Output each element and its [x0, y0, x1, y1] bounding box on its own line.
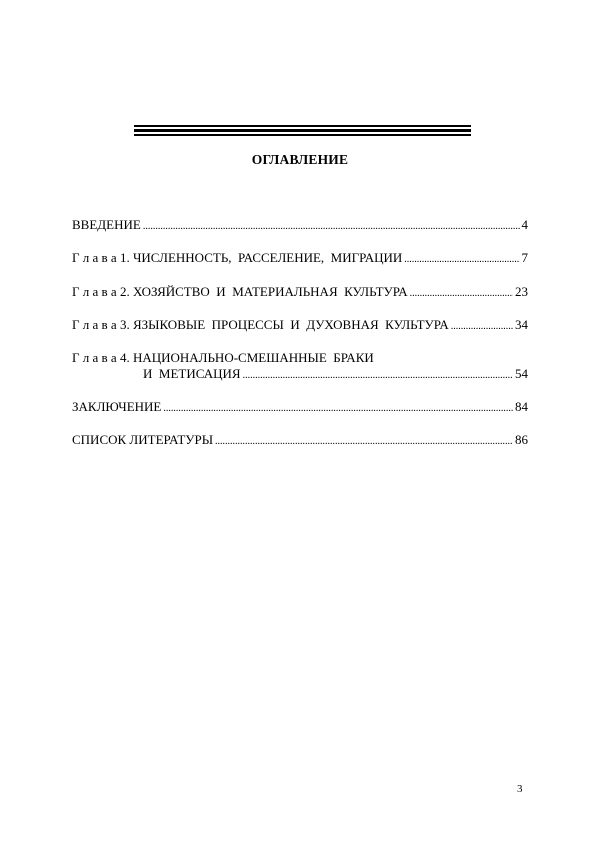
toc-entry-label: ВВЕДЕНИЕ: [72, 217, 141, 232]
toc-entry-label: ЯЗЫКОВЫЕ ПРОЦЕССЫ И ДУХОВНАЯ КУЛЬТУРА: [132, 317, 449, 332]
toc-entry-label: НАЦИОНАЛЬНО-СМЕШАННЫЕ БРАКИ: [132, 350, 374, 365]
toc-entry-page: 86: [515, 432, 528, 447]
dot-leader: [215, 434, 513, 450]
rule-line: [134, 134, 471, 136]
rule-line: [134, 129, 471, 132]
page-number: 3: [517, 783, 523, 795]
page-title: ОГЛАВЛЕНИЕ: [251, 152, 349, 167]
dot-leader: [404, 252, 519, 268]
toc-entry-label-continued: И МЕТИСАЦИЯ: [143, 366, 241, 381]
toc-entry-chapter-2[interactable]: [72, 284, 528, 302]
toc-entry-label: ХОЗЯЙСТВО И МАТЕРИАЛЬНАЯ КУЛЬТУРА: [132, 284, 408, 299]
header-rules: [134, 125, 471, 138]
toc-entry-label: ЗАКЛЮЧЕНИЕ: [72, 399, 162, 414]
chapter-number: 2.: [119, 284, 130, 299]
toc-entry-conclusion[interactable]: [72, 399, 528, 417]
toc-entry-page: 4: [521, 217, 528, 232]
rule-line: [134, 125, 471, 127]
toc-entry-label: ЧИСЛЕННОСТЬ, РАССЕЛЕНИЕ, МИГРАЦИИ: [132, 250, 403, 265]
chapter-word: Г л а в а: [72, 250, 117, 265]
toc-entry-page: 84: [515, 399, 528, 414]
dot-leader: [163, 401, 513, 417]
toc-entry-page: 7: [521, 250, 528, 265]
toc-entry-page: 34: [515, 317, 528, 332]
toc-entry-bibliography[interactable]: [72, 432, 528, 450]
chapter-word: Г л а в а: [72, 284, 117, 299]
toc-entry-introduction[interactable]: [72, 217, 528, 235]
toc-entry-chapter-1[interactable]: [72, 250, 528, 268]
chapter-word: Г л а в а: [72, 350, 117, 365]
toc-entry-label: СПИСОК ЛИТЕРАТУРЫ: [72, 432, 214, 447]
chapter-number: 1.: [119, 250, 130, 265]
dot-leader: [451, 319, 513, 335]
toc-entry-chapter-4[interactable]: [72, 350, 528, 384]
dot-leader: [243, 368, 513, 384]
toc-entry-chapter-3[interactable]: [72, 317, 528, 335]
chapter-number: 4.: [119, 350, 130, 365]
chapter-number: 3.: [119, 317, 130, 332]
chapter-word: Г л а в а: [72, 317, 117, 332]
dot-leader: [143, 219, 520, 235]
toc-entry-page: 54: [515, 366, 528, 381]
toc-entry-page: 23: [515, 284, 528, 299]
dot-leader: [410, 286, 513, 302]
